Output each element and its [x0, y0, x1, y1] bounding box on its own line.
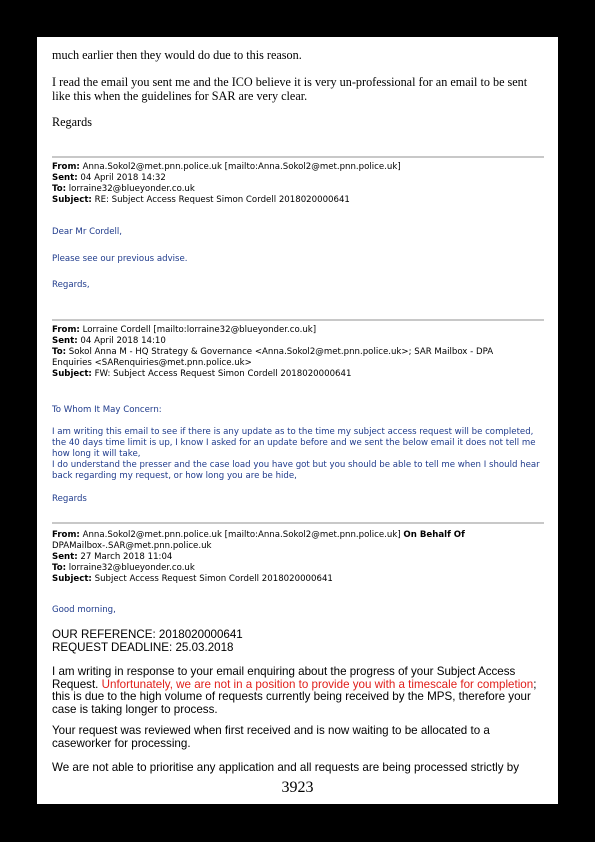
to-value: Sokol Anna M - HQ Strategy & Governance <Anna.Sokol2@met.pnn.police.uk>; SAR Mailbox - DPA [68, 347, 494, 357]
greeting: Good morning, [52, 605, 116, 615]
body-text [52, 427, 544, 482]
greeting: Dear Mr Cordell, [52, 227, 123, 237]
body-line: how long it will take, [52, 449, 141, 459]
body-line: back regarding my request, or how long you are be hide, [52, 471, 297, 481]
from-label: From: [52, 325, 80, 335]
on-behalf-label: On Behalf Of [403, 530, 465, 540]
body-line: the 40 days time limit is up, I know I asked for an update before and we sent the below email it does not tell me [52, 438, 536, 448]
from-label: From: [52, 530, 80, 540]
sent-label: Sent: [52, 336, 78, 346]
sent-value: 04 April 2018 14:32 [80, 173, 166, 183]
divider [52, 319, 544, 321]
page-number: 3923 [281, 779, 314, 796]
body-line: I do understand the presser and the case load you have got but you should be able to tell me when I should hear [52, 460, 540, 470]
sign-off: Regards, [52, 280, 90, 290]
reference-block [52, 629, 243, 654]
subject-value: FW: Subject Access Request Simon Cordell 2018020000641 [94, 369, 352, 379]
sent-value: 27 March 2018 11:04 [80, 552, 173, 562]
subject-label: Subject: [52, 195, 92, 205]
divider [52, 522, 544, 524]
to-label: To: [52, 563, 67, 573]
subject-label: Subject: [52, 574, 92, 584]
body-text-ico: I read the email you sent me and the ICO believe it is very un-professional for an email to be sent like this when the guidelines for SAR are very clear. [52, 75, 528, 103]
body-paragraph-2: Your request was reviewed when first received and is now waiting to be allocated to a caseworker for processing. [52, 724, 490, 750]
to-value: lorraine32@blueyonder.co.uk [68, 563, 195, 573]
from-label: From: [52, 162, 80, 172]
body-paragraph-3: We are not able to prioritise any application and all requests are being processed strictly by [52, 761, 520, 774]
subject-value: Subject Access Request Simon Cordell 2018020000641 [94, 574, 333, 584]
to-label: To: [52, 184, 67, 194]
on-behalf-value: DPAMailbox-.SAR@met.pnn.police.uk [52, 541, 212, 551]
request-deadline: REQUEST DEADLINE: 25.03.2018 [52, 640, 234, 654]
regards-text: Regards [52, 115, 92, 129]
email-header-3 [52, 530, 547, 585]
from-value: Anna.Sokol2@met.pnn.police.uk [mailto:Anna.Sokol2@met.pnn.police.uk] [82, 162, 401, 172]
our-reference: OUR REFERENCE: 2018020000641 [52, 628, 243, 641]
to-label: To: [52, 347, 67, 357]
sent-label: Sent: [52, 173, 78, 183]
sign-off: Regards [52, 494, 87, 504]
body-text-continued: much earlier then they would do due to this reason. [52, 48, 302, 62]
sent-label: Sent: [52, 552, 78, 562]
sent-value: 04 April 2018 14:10 [80, 336, 166, 346]
subject-label: Subject: [52, 369, 92, 379]
to-value: lorraine32@blueyonder.co.uk [68, 184, 195, 194]
body-line: I am writing this email to see if there is any update as to the time my subject access request will be completed, [52, 427, 534, 437]
email-header-2 [52, 325, 542, 380]
divider [52, 156, 544, 158]
body-paragraph-1: I am writing in response to your email enquiring about the progress of your Subject Access Request. Unfortunately, we are not in a position to provide you with a timescale for completion; this is due to the high volume of requests currently being received by the MPS, therefore your case is taking longer to process. [52, 665, 537, 716]
body-text: Please see our previous advise. [52, 254, 188, 264]
from-value: Anna.Sokol2@met.pnn.police.uk [mailto:Anna.Sokol2@met.pnn.police.uk] [82, 530, 401, 540]
email-header-1 [52, 162, 547, 206]
from-value: Lorraine Cordell [mailto:lorraine32@blueyonder.co.uk] [82, 325, 317, 335]
document-page [37, 37, 558, 804]
to-value-continued: Enquiries <SARenquiries@met.pnn.police.uk> [52, 358, 252, 368]
highlighted-text: Unfortunately, we are not in a position to provide you with a timescale for completion [101, 677, 534, 691]
subject-value: RE: Subject Access Request Simon Cordell 2018020000641 [94, 195, 350, 205]
greeting: To Whom It May Concern: [52, 405, 162, 415]
